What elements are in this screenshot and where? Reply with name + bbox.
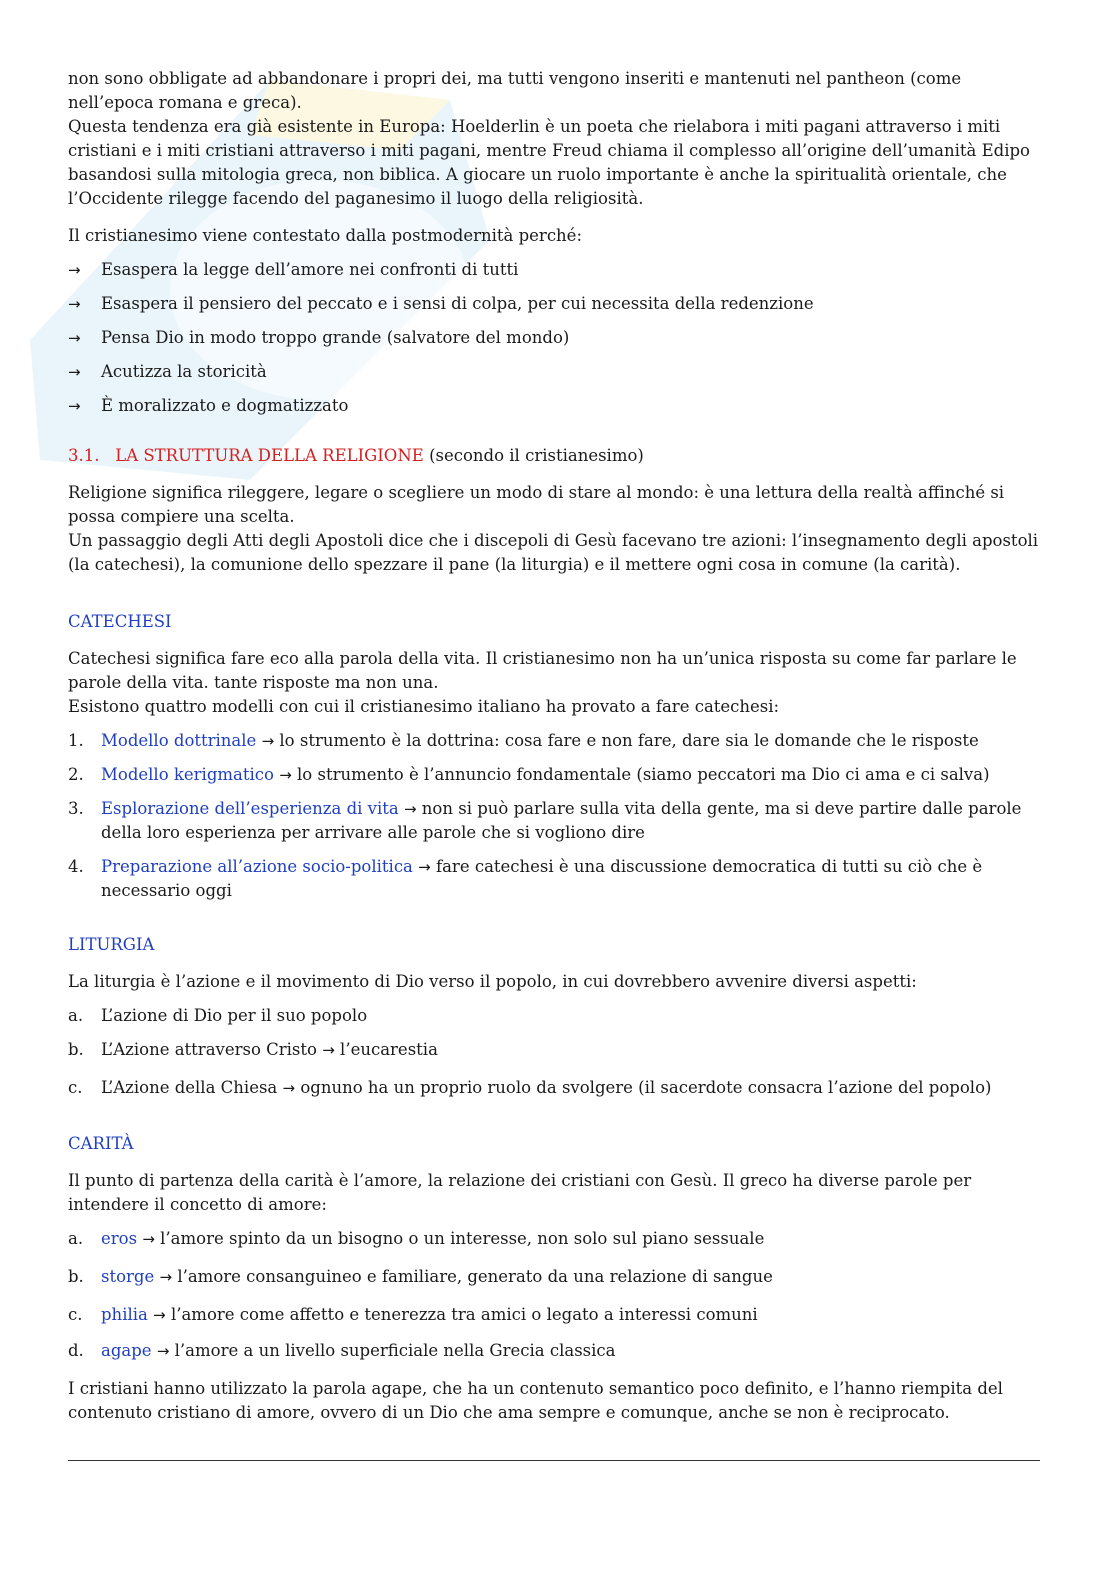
list-item: 3. Esplorazione dell’esperienza di vita → non si può parlare sulla vita della gente, ma si deve partire dalle parole della loro esperienza per arrivare alle parole che si vogliono dire — [68, 799, 1022, 842]
list-item: a. eros → l’amore spinto da un bisogno o un interesse, non solo sul piano sessuale — [68, 1229, 765, 1248]
carita-paragraph-1: Il punto di partenza della carità è l’amore, la relazione dei cristiani con Gesù. Il greco ha diverse parole per intendere il concetto di amore: — [68, 1171, 972, 1214]
list-item: c. L’Azione della Chiesa → ognuno ha un proprio ruolo da svolgere (il sacerdote consacra l’azione del popolo) — [68, 1078, 992, 1097]
list-item: 2. Modello kerigmatico → lo strumento è l’annuncio fondamentale (siamo peccatori ma Dio ci ama e ci salva) — [68, 765, 990, 784]
arrow-icon: → — [68, 397, 81, 415]
arrow-icon: → — [322, 1041, 335, 1059]
list-item: b. storge → l’amore consanguineo e familiare, generato da una relazione di sangue — [68, 1267, 773, 1286]
list-item: → È moralizzato e dogmatizzato — [68, 394, 1043, 418]
carita-paragraph-2: I cristiani hanno utilizzato la parola agape, che ha un contenuto semantico poco definito, e l’hanno riempita del contenuto cristiano di amore, ovvero di un Dio che ama sempre e comunque, anche se non è reciprocato. — [68, 1379, 1003, 1422]
arrow-icon: → — [403, 800, 417, 818]
arrow-icon: → — [142, 1230, 155, 1248]
section-subtitle: (secondo il cristianesimo) — [429, 446, 644, 465]
liturgia-heading: LITURGIA — [68, 935, 155, 954]
arrow-icon: → — [68, 363, 81, 381]
document-page — [68, 67, 1043, 1425]
arrow-icon: → — [282, 1079, 296, 1097]
arrow-icon: → — [68, 329, 81, 347]
arrow-icon: → — [153, 1306, 166, 1324]
liturgia-list — [68, 1004, 1043, 1100]
arrow-icon: → — [159, 1268, 173, 1286]
list-item: a. L’azione di Dio per il suo popolo — [68, 1006, 368, 1025]
contest-list — [68, 258, 1043, 418]
arrow-icon: → — [156, 1342, 170, 1360]
intro-paragraph-1: non sono obbligate ad abbandonare i propri dei, ma tutti vengono inseriti e mantenuti nel pantheon (come nell’epoca romana e greca). — [68, 69, 962, 112]
list-item: c. philia → l’amore come affetto e tenerezza tra amici o legato a interessi comuni — [68, 1305, 758, 1324]
arrow-icon: → — [418, 858, 431, 876]
footer-divider — [68, 1460, 1040, 1461]
section-paragraph-1: Religione significa rileggere, legare o scegliere un modo di stare al mondo: è una lettura della realtà affinché si possa compiere una scelta. — [68, 483, 1005, 526]
section-title: LA STRUTTURA DELLA RELIGIONE — [115, 446, 424, 465]
list-item: b. L’Azione attraverso Cristo → l’eucarestia — [68, 1040, 438, 1059]
list-item: → Acutizza la storicità — [68, 360, 1043, 384]
list-item: d. agape → l’amore a un livello superficiale nella Grecia classica — [68, 1341, 616, 1360]
carita-list — [68, 1227, 1043, 1363]
contest-lead: Il cristianesimo viene contestato dalla postmodernità perché: — [68, 226, 583, 245]
list-item: → Pensa Dio in modo troppo grande (salvatore del mondo) — [68, 326, 1043, 350]
list-item: → Esaspera il pensiero del peccato e i sensi di colpa, per cui necessita della redenzione — [68, 292, 1043, 316]
list-item: → Esaspera la legge dell’amore nei confronti di tutti — [68, 258, 1043, 282]
arrow-icon: → — [68, 295, 81, 313]
liturgia-paragraph-1: La liturgia è l’azione e il movimento di Dio verso il popolo, in cui dovrebbero avvenire diversi aspetti: — [68, 972, 917, 991]
catechesi-list — [68, 729, 1043, 903]
arrow-icon: → — [261, 732, 275, 750]
catechesi-paragraph-2: Esistono quattro modelli con cui il cristianesimo italiano ha provato a fare catechesi: — [68, 697, 780, 716]
section-number: 3.1. — [68, 446, 100, 465]
list-item: 4. Preparazione all’azione socio-politica → fare catechesi è una discussione democratica di tutti su ciò che è necessario oggi — [68, 857, 983, 900]
arrow-icon: → — [279, 766, 292, 784]
catechesi-paragraph-1: Catechesi significa fare eco alla parola della vita. Il cristianesimo non ha un’unica risposta su come far parlare le parole della vita. tante risposte ma non una. — [68, 649, 1017, 692]
arrow-icon: → — [68, 261, 81, 279]
intro-paragraph-2: Questa tendenza era già esistente in Europa: Hoelderlin è un poeta che rielabora i miti pagani attraverso i miti cristiani e i miti cristiani attraverso i miti pagani, mentre Freud chiama il complesso all’origine dell’umanità Edipo basandosi sulla mitologia greca, non biblica. A giocare un ruolo importante è anche la spiritualità orientale, che l’Occidente rilegge facendo del paganesimo il luogo della religiosità. — [68, 117, 1030, 208]
section-paragraph-2: Un passaggio degli Atti degli Apostoli dice che i discepoli di Gesù facevano tre azioni: l’insegnamento degli apostoli (la catechesi), la comunione dello spezzare il pane (la liturgia) e il mettere ogni cosa in comune (la carità). — [68, 531, 1039, 574]
list-item: 1. Modello dottrinale → lo strumento è la dottrina: cosa fare e non fare, dare sia le domande che le risposte — [68, 731, 979, 750]
section-heading — [68, 444, 1043, 468]
catechesi-heading: CATECHESI — [68, 612, 172, 631]
carita-heading: CARITÀ — [68, 1134, 134, 1153]
